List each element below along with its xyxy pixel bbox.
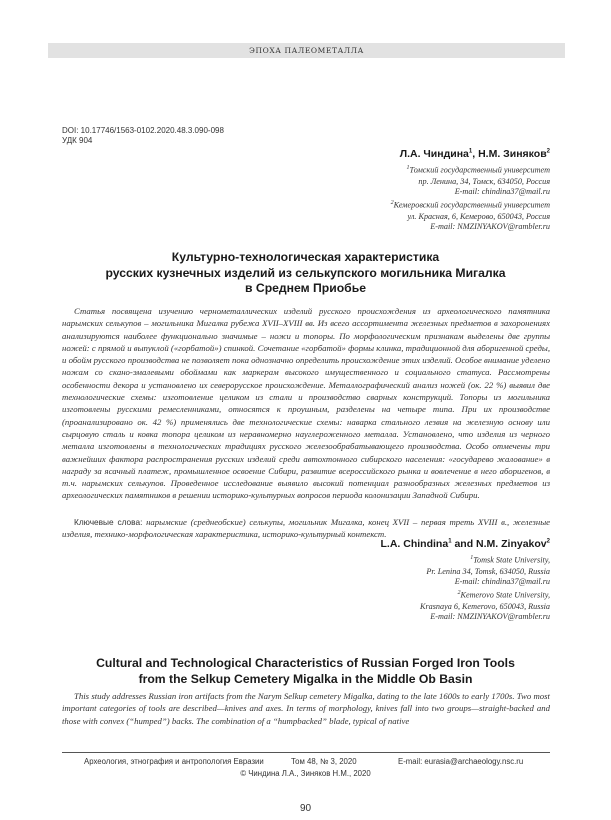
affiliation-email[interactable]: E-mail: chindina37@mail.ru	[454, 577, 550, 587]
title-en	[40, 656, 571, 687]
author-2: Н.М. Зиняков	[478, 148, 547, 160]
title-line: русских кузнечных изделий из селькупского могильника Мигалка	[105, 265, 506, 280]
doi: DOI: 10.17746/1563-0102.2020.48.3.090-098	[62, 126, 224, 135]
affiliation-line: Кемеровский государственный университет	[393, 200, 550, 210]
affiliation-email[interactable]: E-mail: NMZINYAKOV@rambler.ru	[430, 222, 550, 232]
footer-issue: Том 48, № 3, 2020	[291, 757, 357, 766]
footer-copyright: © Чиндина Л.А., Зиняков Н.М., 2020	[240, 769, 371, 778]
footer-journal: Археология, этнография и антропология Евразии	[84, 757, 264, 766]
author-sep: and	[451, 538, 477, 550]
title-line: Cultural and Technological Characteristics of Russian Forged Iron Tools	[96, 656, 515, 670]
affiliation-line: Томский государственный университет	[409, 165, 550, 175]
title-ru	[40, 250, 571, 297]
affiliation-email[interactable]: E-mail: NMZINYAKOV@rambler.ru	[430, 612, 550, 622]
title-line: from the Selkup Cemetery Migalka in the Middle Ob Basin	[138, 671, 473, 686]
aff-sup: 1	[470, 555, 474, 561]
author-sep: ,	[472, 148, 479, 160]
affiliation-line: ул. Красная, 6, Кемерово, 650043, Россия	[407, 211, 550, 221]
aff-sup: 2	[457, 590, 461, 597]
author-1-sup: 1	[468, 148, 473, 155]
page-number: 90	[299, 803, 312, 814]
doi-block	[62, 126, 224, 146]
title-line: в Среднем Приобье	[245, 281, 366, 295]
author-1-sup: 1	[448, 538, 452, 545]
affiliation-line: Tomsk State University,	[473, 555, 550, 565]
affiliations-en	[420, 553, 550, 623]
author-2: N.M. Zinyakov	[476, 538, 547, 550]
affiliation-line: Kemerovo State University,	[460, 590, 550, 600]
author-2-sup: 2	[546, 148, 550, 155]
author-2-sup: 2	[546, 538, 550, 545]
authors-ru	[400, 148, 550, 160]
affiliation-line: Pr. Lenina 34, Tomsk, 634050, Russia	[426, 566, 550, 576]
udk: УДК 904	[62, 136, 93, 145]
affiliations-ru	[391, 163, 550, 233]
abstract-ru: Статья посвящена изучению чернометаллических изделий русского происхождения из археологического памятника нарымских селькупов – могильника Мигалка рубежа XVII–XVIII вв. Из всего ассортимента железных предметов в захоронениях анализируются наиболее функционально значимые – ножи и топоры. По морфологическим признакам выделены две группы ножей: с прямой и выпуклой («горбатой») спинкой. Сочетание «горбатой» формы клинка, традиционной для аборигенной среды, и обойм русского производства не позволяет пока однозначно определить происхождение этих изделий. Особое внимание уделено ножам со скано-эмалевыми обоймами как маркерам высокого имущественного и социального статуса. Рассмотрены особенности декора и установлено их северорусское происхождение. Металлографический анализ ножей (ок. 22 %) выявил две технологические схемы: изготовление целиком из стали и производство сварных конструкций. Топоры из могильника изготовлены русскими ремесленниками, относятся к проушным, разделены на четыре типа. При их производстве (проанализировано ок. 42 %) применялись две технологические схемы: наварка стального лезвия на железную основу или сырцовую сталь и ковка топора целиком из неравномерно науглероженного металла. Установлено, что изделия из черного металла изготовлены в технологических традициях русского железообрабатывающего производства. Особо отмечены три важнейших фактора распространения русских изделий среди автохтонного сибирского населения: «государево жалование» в награду за ясачный платеж, промышленное освоение Сибири, развитие всероссийского рынка и вовлечение в него аборигенов, в т.ч. нарымских селькупов. Проведенное исследование выявило высокий потенциал разнообразных железных предметов из археологических памятников в решении историко-культурных вопросов периода колонизации Западной Сибири.	[62, 306, 550, 501]
affiliation-line: пр. Ленина, 34, Томск, 634050, Россия	[418, 176, 550, 186]
authors-en	[381, 538, 550, 550]
title-line: Культурно-технологическая характеристика	[171, 250, 440, 264]
affiliation-line: Krasnaya 6, Kemerovo, 650043, Russia	[419, 601, 550, 611]
author-1: L.A. Chindina	[380, 538, 449, 550]
affiliation-email[interactable]: E-mail: chindina37@mail.ru	[454, 187, 550, 197]
abstract-en: This study addresses Russian iron artifacts from the Narym Selkup cemetery Migalka, dating to the late 1600s to early 1700s. Two most important categories of tools are described—knives and axes. In terms of morphology, knives fall into two groups—straight-backed and those with convex (“humped”) backs. The combination of a “humpbacked” blade, typical of native	[62, 691, 550, 726]
footer-divider	[62, 752, 550, 753]
keywords-text: нарымские (среднеобские) селькупы, могильник Мигалка, конец XVII – первая треть XVIII в., железные изделия, технико-морфологическая характеристика, историко-культурный контекст.	[62, 517, 551, 540]
footer-email[interactable]: E-mail: eurasia@archaeology.nsc.ru	[398, 757, 524, 766]
aff-sup: 1	[406, 165, 410, 171]
keywords-ru	[62, 516, 550, 541]
section-header: ЭПОХА ПАЛЕОМЕТАЛЛА	[48, 43, 565, 58]
aff-sup: 2	[390, 200, 394, 207]
keywords-label: Ключевые слова:	[74, 517, 143, 527]
author-1: Л.А. Чиндина	[399, 148, 469, 160]
